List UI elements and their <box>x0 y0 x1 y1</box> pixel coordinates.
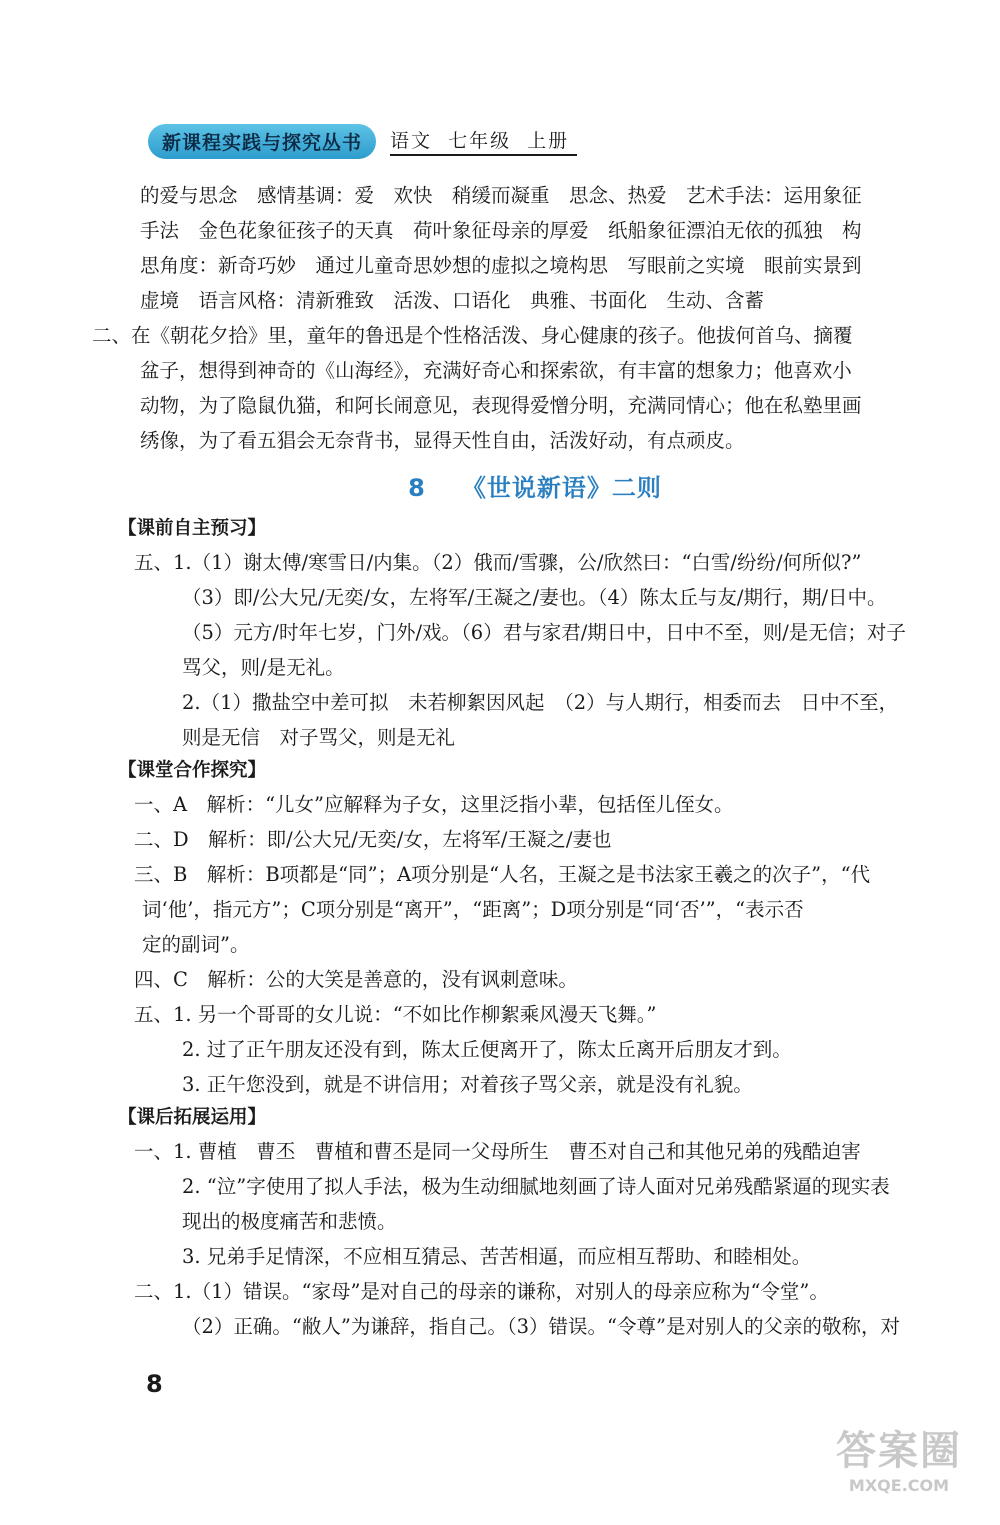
book-header <box>148 122 577 160</box>
watermark-mark: 答案圈 <box>836 1428 962 1474</box>
text-line: 盆子，想得到神奇的《山海经》，充满好奇心和探索欲，有丰富的想象力；他喜欢小 <box>140 359 852 382</box>
series-badge: 新课程实践与探究丛书 <box>148 124 376 159</box>
section-title <box>140 468 930 503</box>
text-line: 手法 金色花象征孩子的天真 荷叶象征母亲的厚爱 纸船象征漂泊无依的孤独 构 <box>140 219 862 242</box>
section-number: 8 <box>408 474 426 502</box>
page-content <box>92 178 930 1344</box>
text-line: 的爱与思念 感情基调：爱 欢快 稍缓而凝重 思念、热爱 艺术手法：运用象征 <box>140 184 862 207</box>
text-line: 五、1.（1）谢太傅/寒雪日/内集。（2）俄而/雪骤，公/欣然曰：“白雪/纷纷/何所似?” <box>134 551 862 574</box>
text-line: 虚境 语言风格：清新雅致 活泼、口语化 典雅、书面化 生动、含蓄 <box>140 289 765 312</box>
extension-heading: 【课后拓展运用】 <box>118 1107 267 1128</box>
text-line: 骂父，则/是无礼。 <box>182 656 345 679</box>
text-line: 现出的极度痛苦和悲愤。 <box>182 1210 397 1233</box>
text-line: 一、A 解析：“儿女”应解释为子女，这里泛指小辈，包括侄儿侄女。 <box>134 793 734 816</box>
subject-line <box>390 126 577 156</box>
text-line: 二、D 解析：即/公大兄/无奕/女，左将军/王凝之/妻也 <box>134 828 612 851</box>
text-line: 绣像，为了看五猖会无奈背书，显得天性自由，活泼好动，有点顽皮。 <box>140 429 745 452</box>
classroom-heading: 【课堂合作探究】 <box>118 760 267 781</box>
text-line: 三、B 解析：B项都是“同”；A项分别是“人名，王凝之是书法家王羲之的次子”，“代 <box>134 863 871 886</box>
text-line: 动物，为了隐鼠仇猫，和阿长闹意见，表现得爱憎分明，充满同情心；他在私塾里画 <box>140 394 862 417</box>
text-line: （3）即/公大兄/无奕/女，左将军/王凝之/妻也。（4）陈太丘与友/期行，期/日中。 <box>182 586 887 609</box>
text-line: 二、1.（1）错误。“家母”是对自己的母亲的谦称，对别人的母亲应称为“令堂”。 <box>134 1280 829 1303</box>
text-line: 定的副词”。 <box>142 933 250 956</box>
text-line: 3. 兄弟手足情深，不应相互猜忌、苦苦相逼，而应相互帮助、和睦相处。 <box>182 1245 812 1268</box>
grade-label: 七年级 <box>448 130 512 152</box>
page-number: 8 <box>146 1370 163 1398</box>
text-line: 2. “泣”字使用了拟人手法，极为生动细腻地刻画了诗人面对兄弟残酷紧逼的现实表 <box>182 1175 890 1198</box>
text-line: （5）元方/时年七岁，门外/戏。（6）君与家君/期日中，日中不至，则/是无信；对子 <box>182 621 906 644</box>
text-line: 2. 过了正午朋友还没有到，陈太丘便离开了，陈太丘离开后朋友才到。 <box>182 1038 792 1061</box>
text-line: 2.（1）撒盐空中差可拟 未若柳絮因风起 （2）与人期行，相委而去 日中不至， <box>182 691 899 714</box>
text-line: 则是无信 对子骂父，则是无礼 <box>182 726 456 749</box>
text-line: 思角度：新奇巧妙 通过儿童奇思妙想的虚拟之境构思 写眼前之实境 眼前实景到 <box>140 254 862 277</box>
text-line: 五、1. 另一个哥哥的女儿说：“不如比作柳絮乘风漫天飞舞。” <box>134 1003 657 1026</box>
text-line: （2）正确。“敝人”为谦辞，指自己。（3）错误。“令尊”是对别人的父亲的敬称，对 <box>182 1315 900 1338</box>
text-line: 二、在《朝花夕拾》里，童年的鲁迅是个性格活泼、身心健康的孩子。他拔何首乌、摘覆 <box>92 324 853 347</box>
text-line: 四、C 解析：公的大笑是善意的，没有讽刺意味。 <box>134 968 578 991</box>
subject-label: 语文 <box>390 130 433 152</box>
volume-label: 上册 <box>527 130 570 152</box>
text-line: 词‘他’，指元方”；C项分别是“离开”，“距离”；D项分别是“同‘否’”，“表示否 <box>142 898 804 921</box>
preview-heading: 【课前自主预习】 <box>118 518 267 539</box>
watermark-logo <box>834 1419 964 1495</box>
watermark-url: MXQE.COM <box>848 1476 950 1495</box>
text-line: 3. 正午您没到，就是不讲信用；对着孩子骂父亲，就是没有礼貌。 <box>182 1073 753 1096</box>
section-name: 《世说新语》二则 <box>461 474 662 502</box>
text-line: 一、1. 曹植 曹丕 曹植和曹丕是同一父母所生 曹丕对自己和其他兄弟的残酷迫害 <box>134 1140 861 1163</box>
